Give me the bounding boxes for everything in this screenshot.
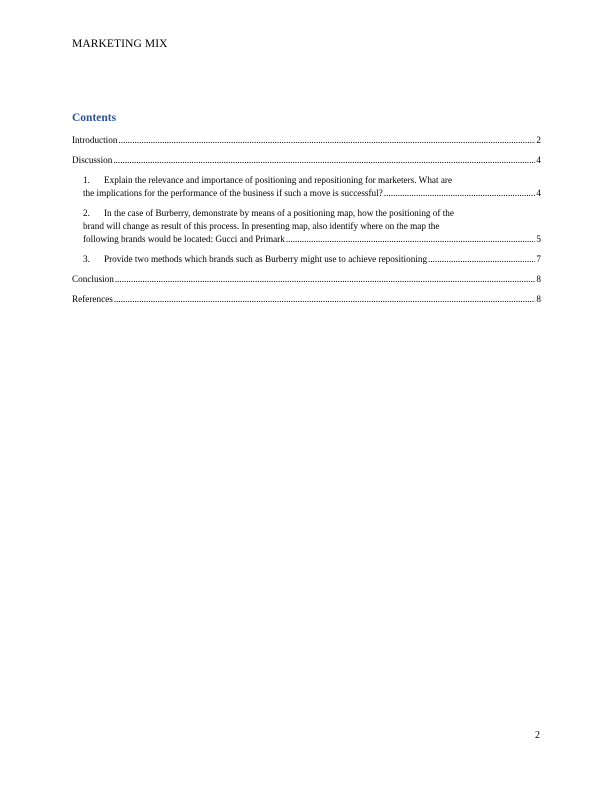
- toc-entry-conclusion[interactable]: [72, 273, 541, 286]
- toc-entry-page: 8: [536, 274, 541, 284]
- toc-entry-introduction[interactable]: [72, 134, 541, 147]
- page-number: 2: [535, 730, 540, 741]
- toc-heading: Contents: [72, 112, 117, 124]
- toc-entry-page: 2: [536, 135, 541, 145]
- toc-entry-item-1[interactable]: [83, 174, 541, 200]
- toc-entry-text-line: In the case of Burberry, demonstrate by means of a positioning map, how the positioning of the: [104, 208, 454, 218]
- dot-leader: [384, 187, 536, 200]
- toc-entry-label: Conclusion: [72, 274, 114, 284]
- running-header: MARKETING MIX: [72, 38, 168, 50]
- toc-entry-page: 4: [536, 155, 541, 165]
- toc-entry-discussion[interactable]: [72, 154, 541, 167]
- toc-entry-page: 5: [536, 234, 541, 244]
- table-of-contents: [72, 134, 541, 313]
- toc-entry-label: Introduction: [72, 135, 118, 145]
- dot-leader: [118, 134, 535, 147]
- dot-leader: [286, 233, 536, 246]
- toc-entry-text-line: Explain the relevance and importance of positioning and repositioning for marketers. What are: [104, 175, 453, 185]
- toc-entry-number: 3.: [83, 254, 90, 264]
- toc-entry-item-3[interactable]: [83, 253, 541, 266]
- dot-leader: [113, 154, 535, 167]
- dot-leader: [428, 253, 535, 266]
- toc-entry-number: 2.: [83, 208, 90, 218]
- dot-leader: [114, 293, 536, 306]
- toc-entry-text-line: following brands would be located: Gucci and Primark: [83, 234, 285, 244]
- toc-entry-page: 7: [536, 254, 541, 264]
- toc-entry-references[interactable]: [72, 293, 541, 306]
- dot-leader: [115, 273, 536, 286]
- toc-entry-page: 4: [536, 188, 541, 198]
- toc-entry-text-line: brand will change as result of this process. In presenting map, also identify where on the map the: [83, 221, 440, 231]
- toc-entry-text-line: the implications for the performance of the business if such a move is successful?: [83, 188, 383, 198]
- toc-entry-number: 1.: [83, 175, 90, 185]
- toc-entry-page: 8: [536, 294, 541, 304]
- toc-entry-label: Discussion: [72, 155, 113, 165]
- toc-entry-label: References: [72, 294, 113, 304]
- toc-entry-text-line: Provide two methods which brands such as Burberry might use to achieve repositioning: [104, 254, 428, 264]
- toc-entry-item-2[interactable]: [83, 207, 541, 246]
